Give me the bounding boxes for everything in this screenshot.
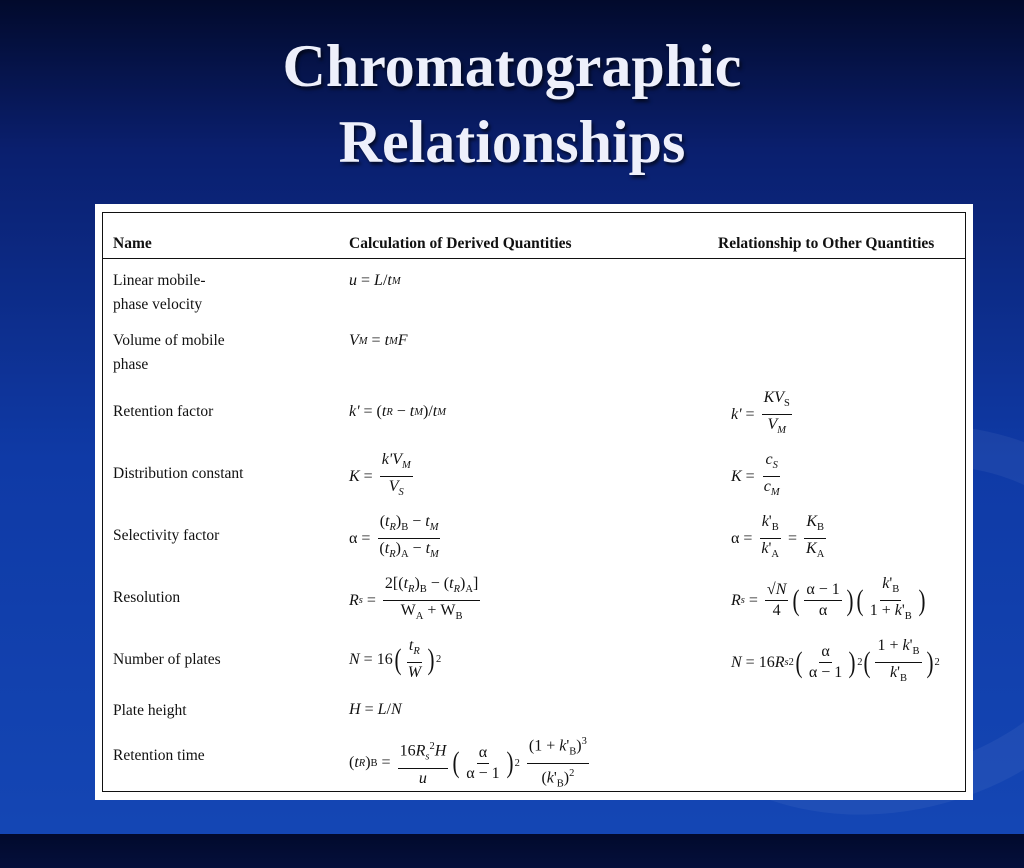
formula-plate-height: H = L / N xyxy=(349,701,402,718)
header-rule xyxy=(103,258,965,259)
row-name: Retention time xyxy=(113,747,205,764)
row-name: Plate height xyxy=(113,702,187,719)
formula-number-of-plates: N = 16 ( $\frac{t_R}{W}$ ) 2 xyxy=(349,637,442,682)
row-name: Linear mobile- phase velocity xyxy=(113,272,206,313)
table-frame xyxy=(102,212,966,792)
row-name: Number of plates xyxy=(113,651,221,668)
row-name: Selectivity factor xyxy=(113,527,220,544)
relationships-table xyxy=(95,204,973,800)
formula-selectivity-factor: α = $\frac{(t_R)_B - t_M}{(t_R)_A - t_M}$ xyxy=(349,513,439,561)
formula-retention-time: ( t R ) B = $\frac{16R_s^2H}{u}$ ( $\frac{\alpha}{\alpha - 1}$ ) 2 $\frac{(1 + k'_B)^3}{(k'_B)^2}$ xyxy=(349,733,592,793)
relation-number-of-plates: N = 16 R s 2 ( $\frac{\alpha}{\alpha - 1}$ ) 2 ( $\frac{1 + k'_B}{k'_B}$ ) 2 xyxy=(731,637,940,685)
header-relationship: Relationship to Other Quantities xyxy=(718,235,935,252)
relation-distribution-constant: K = $\frac{c_S}{c_M}$ xyxy=(731,451,780,499)
slide-title xyxy=(0,28,1024,180)
relation-resolution: R s = $\frac{√N}{4}$ ( $\frac{\alpha - 1}{\alpha}$ ) ( $\frac{k'_B}{1 + k'_B}$ ) xyxy=(731,575,926,623)
header-calculation: Calculation of Derived Quantities xyxy=(349,235,572,252)
formula-retention-factor: k' = ( t R − t M )/ t M xyxy=(349,403,446,420)
formula-mobile-volume: V M = t M F xyxy=(349,332,408,349)
relation-retention-factor: k' = $\frac{KV_S}{V_M}$ xyxy=(731,389,790,437)
relation-selectivity-factor: α = $\frac{k'_B}{k'_A}$ = $\frac{K_B}{K_A}$ xyxy=(731,513,825,561)
formula-distribution-constant: K = $\frac{k'V_M}{V_S}$ xyxy=(349,451,411,499)
row-name: Retention factor xyxy=(113,403,214,420)
title-line-2: Relationships xyxy=(338,109,686,175)
title-line-1: Chromatographic xyxy=(282,33,742,99)
row-name: Distribution constant xyxy=(113,465,244,482)
formula-linear-velocity: u = L / t M xyxy=(349,272,401,289)
row-name: Volume of mobile phase xyxy=(113,332,225,373)
header-name: Name xyxy=(113,235,152,252)
row-name: Resolution xyxy=(113,589,181,606)
formula-resolution: R s = $\frac{2[(t_R)_B - (t_R)_A]}{W_A + W_B}$ xyxy=(349,575,479,623)
